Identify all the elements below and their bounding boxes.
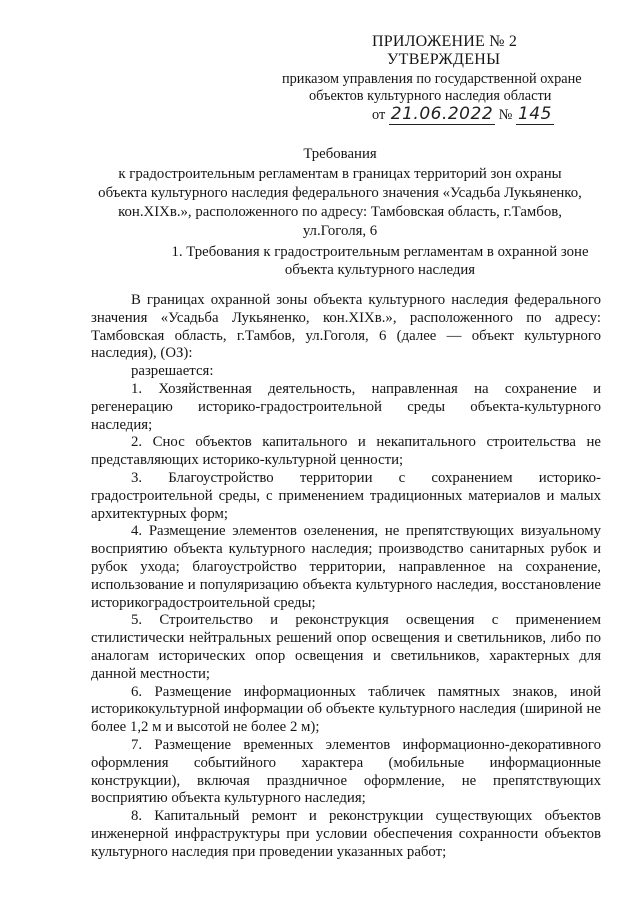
list-item: 7. Размещение временных элементов информационно-декоративного оформления событийного характера (мобильные информационные конструкции), включая праздничное оформление, не препятствующих восприятию объекта культурного наследия;	[91, 736, 601, 807]
number-prefix: №	[498, 107, 513, 123]
list-item: 3. Благоустройство территории с сохранением историко-градостроительной среды, с применением традиционных материалов и малых архитектурных форм;	[91, 469, 601, 522]
section-heading: 1. Требования к градостроительным регламентам в охранной зоне	[171, 244, 589, 260]
allowed-label: разрешается:	[131, 363, 214, 380]
list-item: 1. Хозяйственная деятельность, направленная на сохранение и регенерацию историко-градостроительной среды объекта-культурного наследия;	[91, 380, 601, 433]
title-line-4: кон.XIXв.», расположенного по адресу: Тамбовская область, г.Тамбов,	[118, 204, 562, 220]
list-item: 5. Строительство и реконструкция освещения с применением стилистически нейтральных решений опор освещения и светильников, либо по аналогам исторических опор освещения и светильников, характерных для данной местности;	[91, 612, 601, 682]
handwritten-number: 145	[517, 104, 552, 124]
appendix-number: ПРИЛОЖЕНИЕ № 2	[372, 33, 518, 50]
title-line-3: объекта культурного наследия федерального значения «Усадьба Лукьяненко,	[98, 185, 582, 201]
approved-label: УТВЕРЖДЕНЫ	[387, 51, 501, 68]
document-title: Требования	[303, 146, 377, 162]
list-item: 2. Снос объектов капитального и некапитального строительства не представляющих историко-культурной ценности;	[91, 434, 601, 469]
handwritten-date: 21.06.2022	[390, 104, 494, 124]
order-line-2: объектов культурного наследия области	[309, 88, 552, 104]
order-line-1: приказом управления по государственной охране	[282, 71, 582, 87]
list-item: 8. Капитальный ремонт и реконструкции существующих объектов инженерной инфраструктуры при условии обеспечения сохранности объектов культурного наследия при проведении указанных работ;	[91, 808, 601, 860]
list-item: 4. Размещение элементов озеленения, не препятствующих визуальному восприятию объекта культурного наследия; производство санитарных рубок и рубок ухода; благоустройство территории, направленное на сохранение, использование и популяризацию объекта культурного наследия, восстановление историкоградостроительной среды;	[91, 523, 601, 611]
section-body	[91, 292, 601, 862]
date-prefix: от	[372, 107, 386, 123]
intro-paragraph: В границах охранной зоны объекта культурного наследия федерального значения «Усадьба Лукьяненко, кон.XIXв.», расположенного по адресу: Тамбовская область, г.Тамбов, ул.Гоголя, 6 (далее — объект культурного наследия), (ОЗ):	[91, 292, 601, 362]
section-heading-line-2: объекта культурного наследия	[284, 262, 476, 278]
title-line-2: к градостроительным регламентам в границах территорий зон охраны	[118, 166, 562, 182]
order-date-line	[372, 104, 554, 125]
title-line-5: ул.Гоголя, 6	[302, 223, 378, 239]
list-item: 6. Размещение информационных табличек памятных знаков, иной историкокультурной информации об объекте культурного наследия (шириной не более 1,2 м и высотой не более 2 м);	[91, 683, 601, 736]
